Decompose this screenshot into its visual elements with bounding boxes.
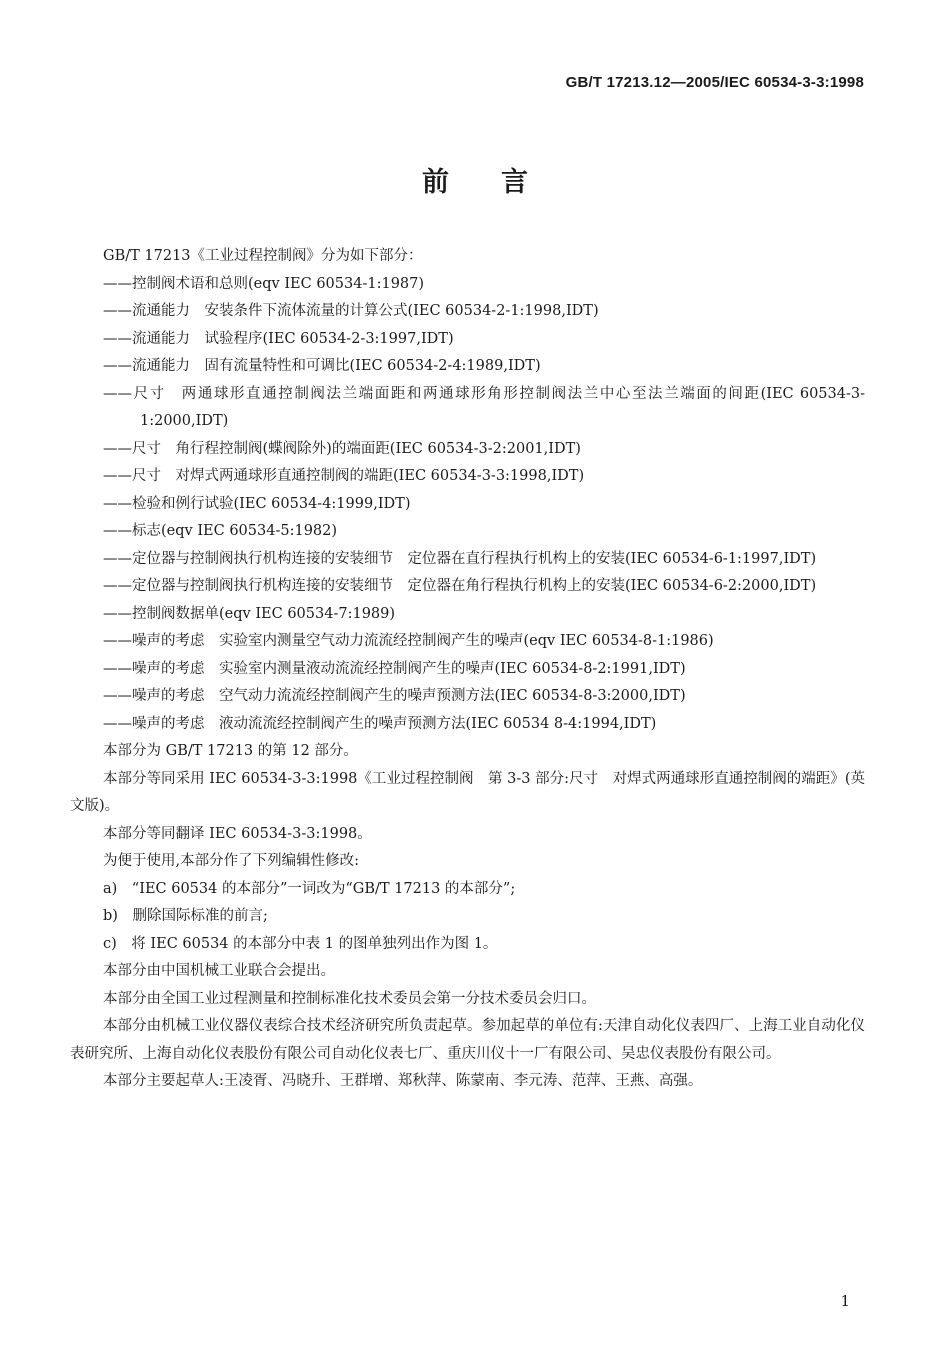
edits-intro: 为便于使用,本部分作了下列编辑性修改: [103,853,359,869]
list-item: c) 将 IEC 60534 的本部分中表 1 的图单独列出作为图 1。 [103,935,498,952]
list-item: ——流通能力 试验程序(IEC 60534-2-3:1997,IDT) [103,330,454,347]
drafting-units-paragraph: 本部分由机械工业仪器仪表综合技术经济研究所负责起草。参加起草的单位有:天津自动化仪表四厂、上海工业自动化仪表研究所、上海自动化仪表股份有限公司自动化仪表七厂、重庆川仪十一厂有限公司、吴忠仪表股份有限公司。 [70,1018,865,1062]
list-item: ——流通能力 固有流量特性和可调比(IEC 60534-2-4:1989,IDT) [103,358,541,374]
committee-paragraph: 本部分由全国工业过程测量和控制标准化技术委员会第一分技术委员会归口。 [103,990,596,1007]
list-item: ——噪声的考虑 液动流流经控制阀产生的噪声预测方法(IEC 60534 8-4:1994,IDT) [103,715,657,732]
list-item: ——噪声的考虑 实验室内测量空气动力流流经控制阀产生的噪声(eqv IEC 60534-8-1:1986) [103,633,714,649]
list-item: ——标志(eqv IEC 60534-5:1982) [103,523,338,539]
part-number-paragraph: 本部分为 GB/T 17213 的第 12 部分。 [103,743,358,759]
list-item: a) “IEC 60534 的本部分”一词改为“GB/T 17213 的本部分”; [103,880,516,897]
adoption-paragraph: 本部分等同采用 IEC 60534-3-3:1998《工业过程控制阀 第 3-3 部分:尺寸 对焊式两通球形直通控制阀的端距》(英文版)。 [70,770,865,814]
proposer-paragraph: 本部分由中国机械工业联合会提出。 [103,963,335,979]
list-item: ——定位器与控制阀执行机构连接的安装细节 定位器在角行程执行机构上的安装(IEC 60534-6-2:2000,IDT) [103,578,817,594]
list-item: ——流通能力 安装条件下流体流量的计算公式(IEC 60534-2-1:1998,IDT) [103,303,599,319]
page-title: 前言 [422,167,580,198]
list-item: b) 删除国际标准的前言; [103,908,268,924]
list-item: ——噪声的考虑 空气动力流流经控制阀产生的噪声预测方法(IEC 60534-8-3:2000,IDT) [103,688,686,704]
list-item: ——控制阀数据单(eqv IEC 60534-7:1989) [103,605,396,622]
edits-list [70,876,865,959]
translation-paragraph: 本部分等同翻译 IEC 60534-3-3:1998。 [103,825,372,842]
list-item: ——定位器与控制阀执行机构连接的安装细节 定位器在直行程执行机构上的安装(IEC 60534-6-1:1997,IDT) [103,550,817,567]
list-item: ——尺寸 对焊式两通球形直通控制阀的端距(IEC 60534-3-3:1998,IDT) [103,468,585,484]
list-item: ——尺寸 角行程控制阀(蝶阀除外)的端面距(IEC 60534-3-2:2001,IDT) [103,440,581,457]
parts-list [70,271,865,739]
foreword-body [70,243,865,1096]
standard-number-header: GB/T 17213.12—2005/IEC 60534-3-3:1998 [565,74,864,91]
page-number: 1 [840,1292,850,1310]
parts-intro: GB/T 17213《工业过程控制阀》分为如下部分： [103,248,423,264]
list-item: ——控制阀术语和总则(eqv IEC 60534-1:1987) [103,275,425,292]
drafters-paragraph: 本部分主要起草人:王凌胥、冯晓升、王群增、郑秋萍、陈蒙南、李元涛、范萍、王燕、高强。 [103,1073,703,1089]
list-item: ——噪声的考虑 实验室内测量液动流流经控制阀产生的噪声(IEC 60534-8-2:1991,IDT) [103,660,686,677]
list-item: ——尺寸 两通球形直通控制阀法兰端面距和两通球形角形控制阀法兰中心至法兰端面的间距(IEC 60534-3-1:2000,IDT) [103,385,865,429]
list-item: ——检验和例行试验(IEC 60534-4:1999,IDT) [103,495,411,512]
